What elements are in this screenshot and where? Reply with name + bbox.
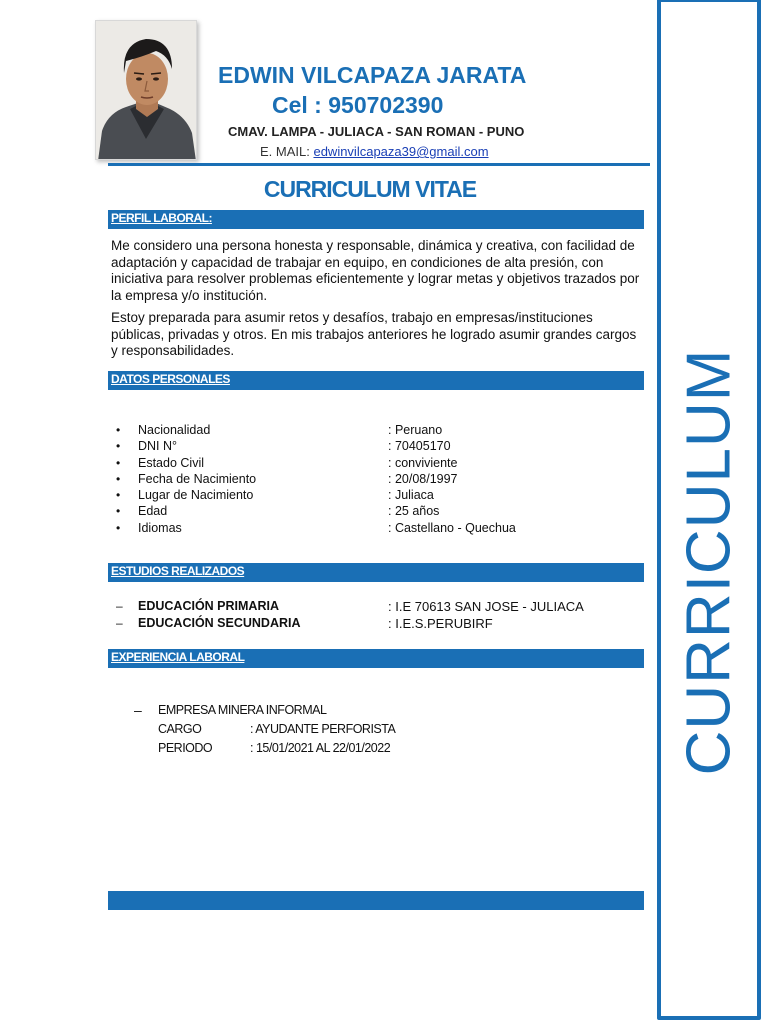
data-label: Edad <box>138 504 168 519</box>
section-heading-datos: DATOS PERSONALES <box>111 372 230 386</box>
perfil-paragraph-1: Me considero una persona honesta y responsable, dinámica y creativa, con facilidad de adaptación y capacidad de trabajar en equipo, en condiciones de alta presión, con iniciativa para resolver problemas eficientemente y lograr metas y objetivos trazados por la empresa y/o institución. <box>111 238 640 303</box>
cargo-value: : AYUDANTE PERFORISTA <box>250 722 396 736</box>
data-value: : Castellano - Quechua <box>388 520 516 535</box>
experience-company: EMPRESA MINERA INFORMAL <box>158 703 327 717</box>
personal-data-list <box>116 423 616 537</box>
experience-entry <box>134 703 434 760</box>
list-item <box>116 599 636 616</box>
profile-photo <box>95 20 197 160</box>
list-item <box>116 439 616 455</box>
data-label: Idiomas <box>138 520 182 535</box>
study-institution: : I.E.S.PERUBIRF <box>388 616 493 631</box>
experience-periodo-row <box>134 741 434 760</box>
bullet: • <box>116 423 121 437</box>
bullet: • <box>116 504 121 519</box>
list-item <box>116 472 616 488</box>
periodo-value: : 15/01/2021 AL 22/01/2022 <box>250 741 391 755</box>
bullet: – <box>116 599 123 613</box>
periodo-label: PERIODO <box>158 741 213 755</box>
study-institution: : I.E 70613 SAN JOSE - JULIACA <box>388 599 584 614</box>
section-heading-perfil: PERFIL LABORAL: <box>111 211 212 225</box>
experience-company-row <box>134 703 434 722</box>
data-value: : 70405170 <box>388 439 451 454</box>
list-item <box>116 504 616 520</box>
bullet: – <box>116 616 123 630</box>
bullet: • <box>116 471 121 486</box>
email-line <box>260 144 489 159</box>
experience-cargo-row <box>134 722 434 741</box>
bullet: • <box>116 488 121 503</box>
section-heading-experiencia: EXPERIENCIA LABORAL <box>111 650 245 664</box>
list-item <box>116 488 616 504</box>
list-item <box>116 456 616 472</box>
candidate-phone: Cel : 950702390 <box>272 92 444 118</box>
document-title: CURRICULUM VITAE <box>263 176 477 202</box>
bullet: – <box>134 702 142 718</box>
side-curriculum-word: CURRICULUM <box>674 348 744 776</box>
section-heading-estudios: ESTUDIOS REALIZADOS <box>111 564 245 578</box>
data-value: : 20/08/1997 <box>388 471 458 486</box>
data-value: : 25 años <box>388 504 440 519</box>
studies-list <box>116 599 636 633</box>
data-label: Nacionalidad <box>138 423 211 437</box>
bullet: • <box>116 520 121 535</box>
data-value: : Juliaca <box>388 488 434 503</box>
candidate-name: EDWIN VILCAPAZA JARATA <box>218 62 527 88</box>
footer-bar <box>108 891 644 910</box>
header-divider <box>108 163 650 166</box>
data-label: Estado Civil <box>138 455 204 470</box>
data-label: DNI N° <box>138 439 178 454</box>
profile-photo-image <box>96 21 197 160</box>
cargo-label: CARGO <box>158 722 202 736</box>
list-item <box>116 521 616 537</box>
data-label: Fecha de Nacimiento <box>138 471 257 486</box>
email-link[interactable]: edwinvilcapaza39@gmail.com <box>313 144 489 159</box>
section-bar-estudios <box>108 563 644 582</box>
section-bar-perfil <box>108 210 644 229</box>
data-value: : Peruano <box>388 423 443 437</box>
perfil-paragraph-2: Estoy preparada para asumir retos y desafíos, trabajo en empresas/instituciones públicas, privadas y otros. En mis trabajos anteriores he logrado asumir grandes cargos y responsabilidades. <box>111 310 637 358</box>
candidate-address: CMAV. LAMPA - JULIACA - SAN ROMAN - PUNO <box>228 124 525 139</box>
email-label: E. MAIL: <box>260 144 314 159</box>
data-label: Lugar de Nacimiento <box>138 488 254 503</box>
bullet: • <box>116 455 121 470</box>
list-item <box>116 616 636 633</box>
data-value: : conviviente <box>388 455 458 470</box>
bullet: • <box>116 439 121 454</box>
list-item <box>116 423 616 439</box>
section-bar-experiencia <box>108 649 644 668</box>
section-bar-datos <box>108 371 644 390</box>
study-level: EDUCACIÓN PRIMARIA <box>138 599 279 613</box>
study-level: EDUCACIÓN SECUNDARIA <box>138 616 301 630</box>
